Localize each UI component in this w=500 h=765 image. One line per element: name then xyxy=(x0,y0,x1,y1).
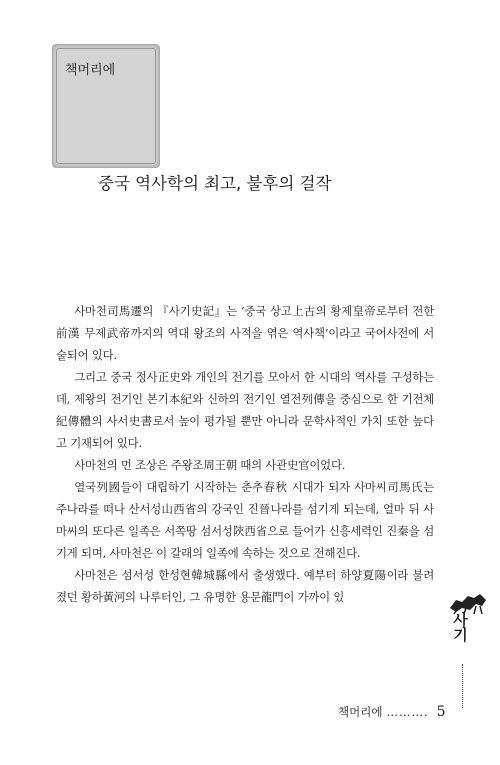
section-label-box xyxy=(52,44,160,168)
side-tab-title: 사기 xyxy=(451,612,469,642)
paragraph-3: 사마천의 먼 조상은 주왕조周王朝 때의 사관史官이었다. xyxy=(74,458,346,472)
footer-label: 책머리에 xyxy=(338,705,383,719)
paragraph-2: 그리고 중국 정사正史와 개인의 전기를 모아서 한 시대의 역사를 구성하는데, 제왕의 전기인 본기本紀와 신하의 전기인 열전列傳을 중심으로 한 기전체紀傳體의 사서史書로서 높이 평가될 뿐만 아니라 문학사적인 가치 또한 높다고 기재되어 있다. xyxy=(56,370,434,450)
side-dotted-rule xyxy=(462,664,463,708)
footer-dots: ………. xyxy=(386,705,429,719)
paragraph-5: 사마천은 섬서성 한성현韓城縣에서 출생했다. 예부터 하양夏陽이라 불려졌던 황하黃河의 나루터인, 그 유명한 용문龍門이 가까이 있 xyxy=(56,568,434,604)
body-text xyxy=(56,300,434,608)
paragraph-1: 사마천司馬遷의 『사기史記』는 ‘중국 상고上古의 황제皇帝로부터 전한前漢 무제武帝까지의 역대 왕조의 사적을 엮은 역사책’이라고 국어사전에 서술되어 있다. xyxy=(56,304,434,362)
paragraph-4: 열국列國들이 대립하기 시작하는 춘추春秋 시대가 되자 사마씨司馬氏는 주나라를 떠나 산서성山西省의 강국인 진晉나라를 섬기게 되는데, 얼마 뒤 사마씨의 또다른 일족은 서쪽땅 섬서성陝西省으로 들어가 신흥세력인 진秦을 섬기게 되며, 사마천은 이 갈래의 일족에 속하는 것으로 전해진다. xyxy=(56,480,434,560)
chapter-title: 중국 역사학의 최고, 불후의 걸작 xyxy=(98,174,332,193)
page-footer xyxy=(338,704,446,720)
section-label: 책머리에 xyxy=(65,63,116,78)
page-number: 5 xyxy=(436,704,446,720)
